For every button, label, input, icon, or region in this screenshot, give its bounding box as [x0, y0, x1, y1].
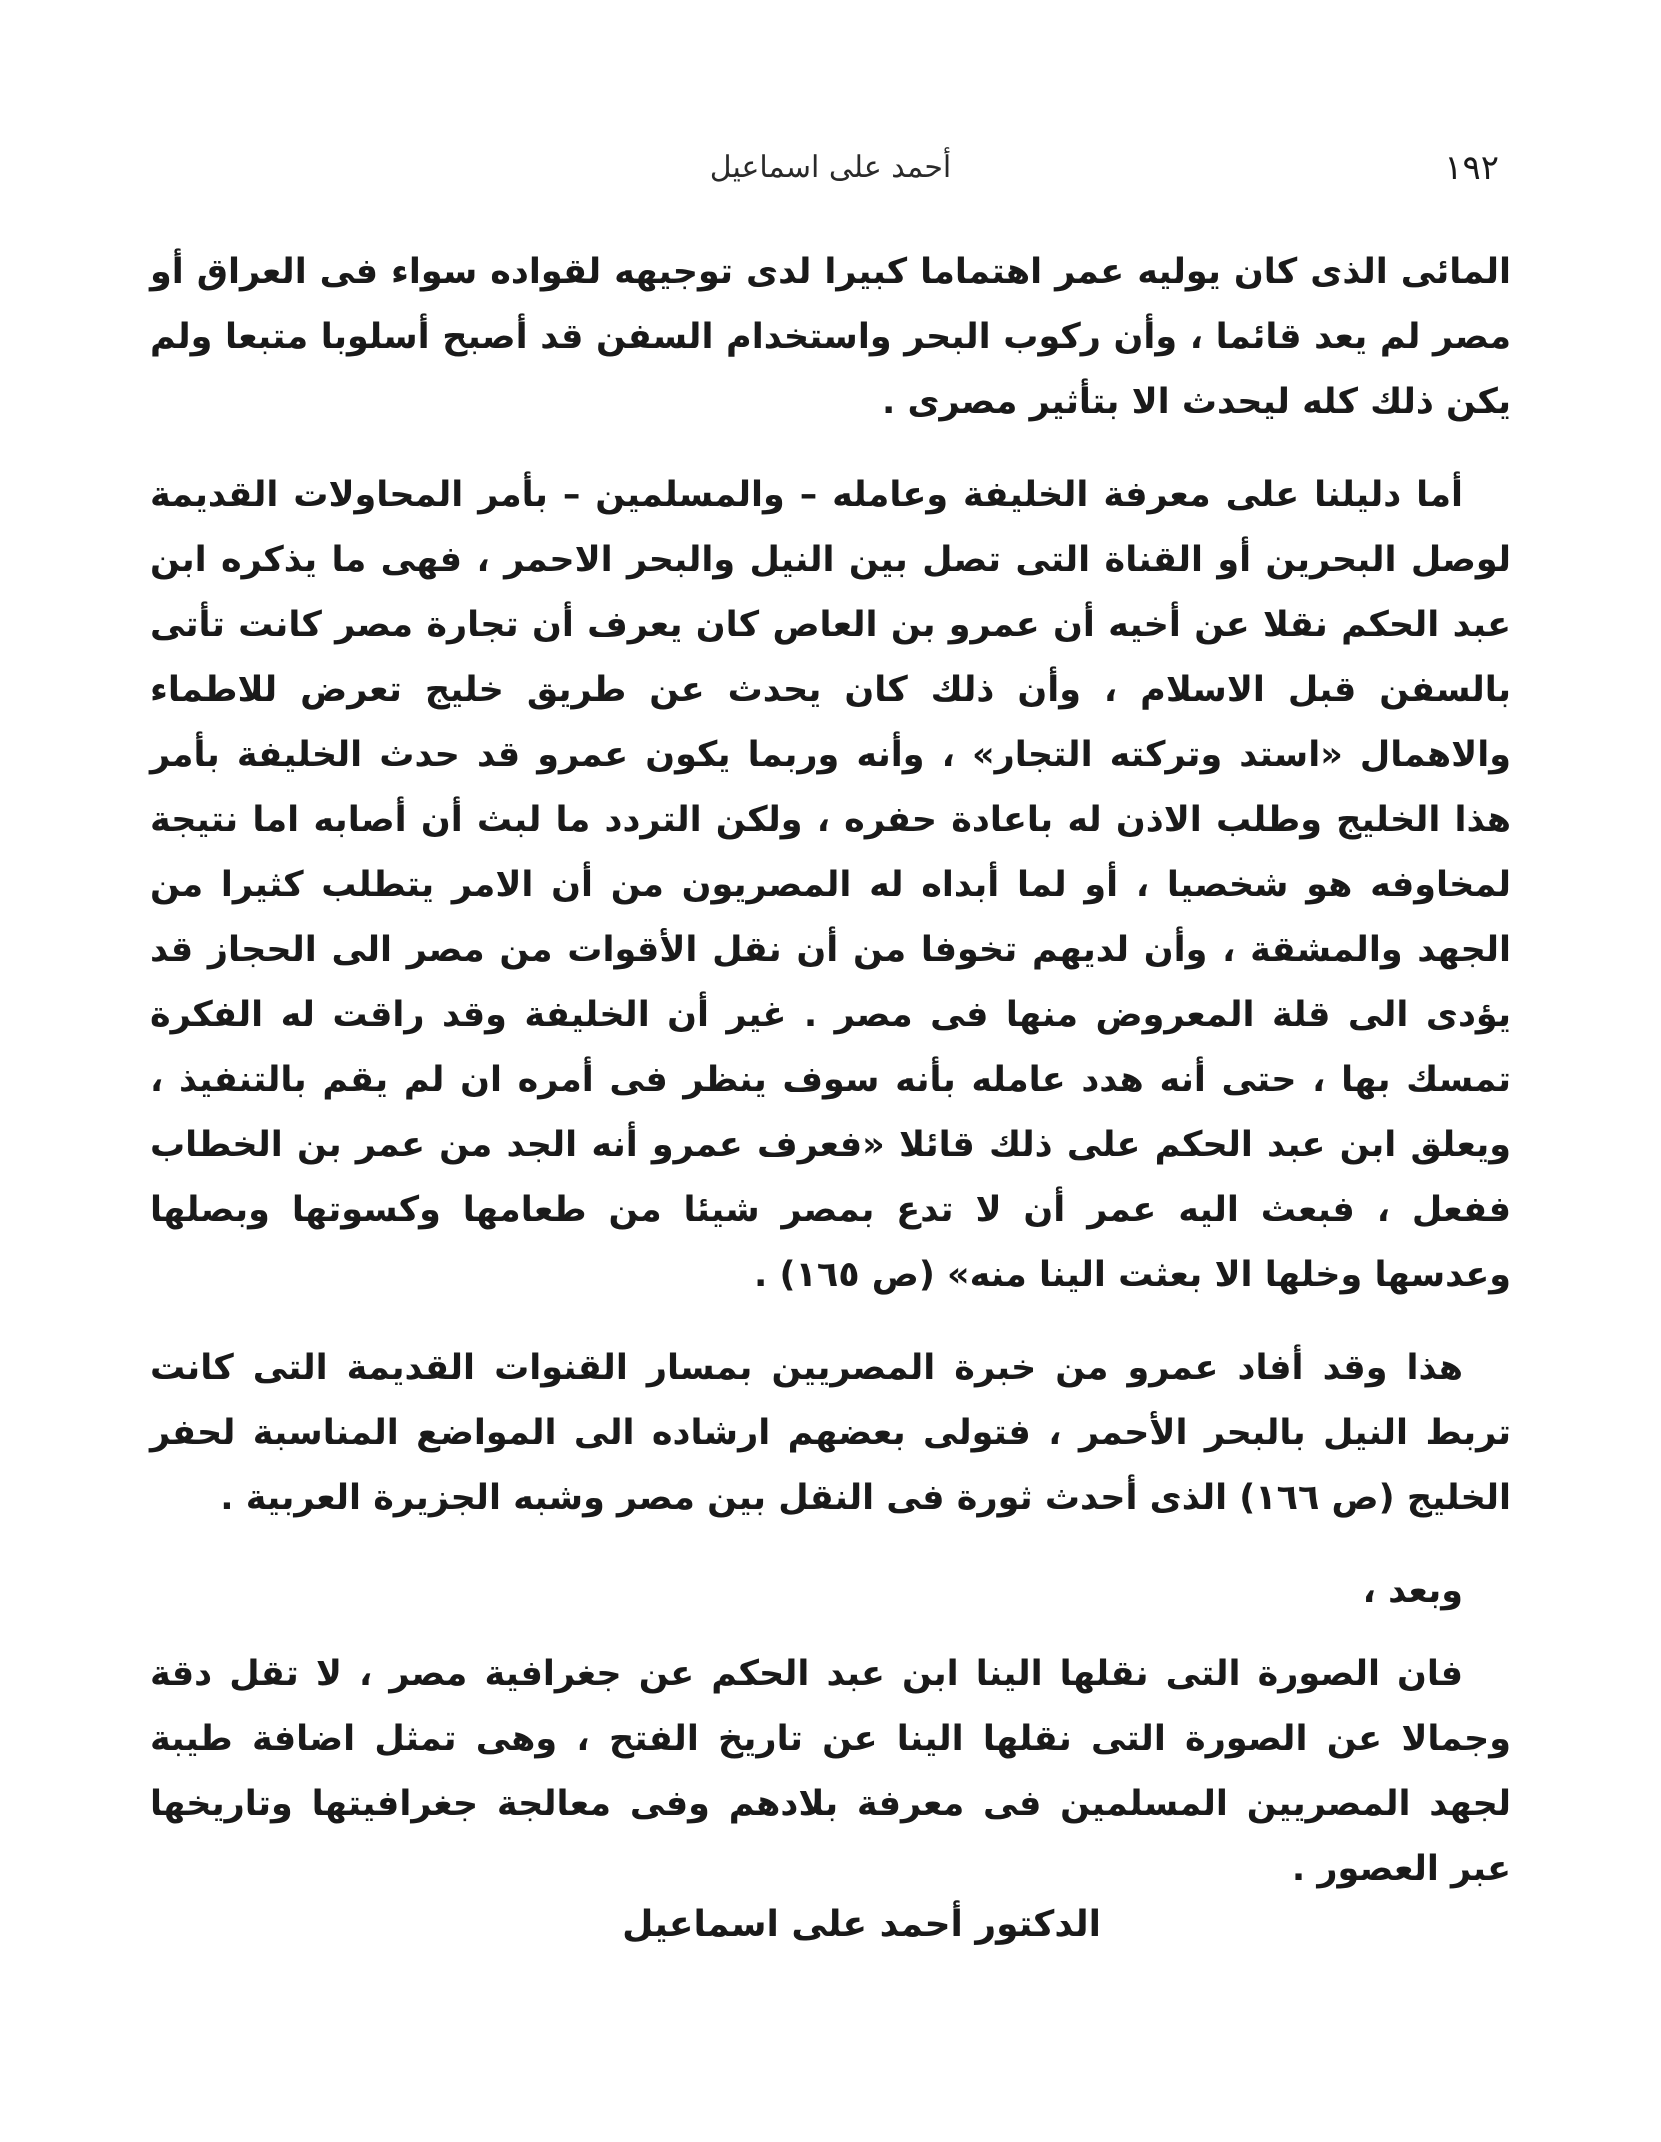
paragraph-3: هذا وقد أفاد عمرو من خبرة المصريين بمسار القنوات القديمة التى كانت تربط النيل بالبحر الأحمر ، فتولى بعضهم ارشاده الى المواضع المناسبة لحفر الخليج (ص ١٦٦) الذى أحدث ثورة فى النقل بين مصر وشبه الجزيرة العربية . — [150, 1348, 1511, 1518]
article-body — [150, 240, 1511, 1930]
paragraph-conclusion: فان الصورة التى نقلها الينا ابن عبد الحكم عن جغرافية مصر ، لا تقل دقة وجمالا عن الصورة التى نقلها الينا عن تاريخ الفتح ، وهى تمثل اضافة طيبة لجهد المصريين المسلمين فى معرفة بلادهم وفى معالجة جغرافيتها وتاريخها عبر العصور . — [150, 1654, 1511, 1889]
page-header — [150, 138, 1511, 198]
paragraph-2: أما دليلنا على معرفة الخليفة وعامله – والمسلمين – بأمر المحاولات القديمة لوصل البحرين أو القناة التى تصل بين النيل والبحر الاحمر ، فهى ما يذكره ابن عبد الحكم نقلا عن أخيه أن عمرو بن العاص كان يعرف أن تجارة مصر كانت تأتى بالسفن قبل الاسلام ، وأن ذلك كان يحدث عن طريق خليج تعرض للاطماء والاهمال «استد وتركته التجار» ، وأنه وربما يكون عمرو قد حدث الخليفة بأمر هذا الخليج وطلب الاذن له باعادة حفره ، ولكن التردد ما لبث أن أصابه اما نتيجة لمخاوفه هو شخصيا ، أو لما أبداه له المصريون من أن الامر يتطلب كثيرا من الجهد والمشقة ، وأن لديهم تخوفا من أن نقل الأقوات من مصر الى الحجاز قد يؤدى الى قلة المعروض منها فى مصر . غير أن الخليفة وقد راقت له الفكرة تمسك بها ، حتى أنه هدد عامله بأنه سوف ينظر فى أمره ان لم يقم بالتنفيذ ، ويعلق ابن عبد الحكم على ذلك قائلا «فعرف عمرو أنه الجد من عمر بن الخطاب ففعل ، فبعث اليه عمر أن لا تدع بمصر شيئا من طعامها وكسوتها وبصلها وعدسها وخلها الا بعثت الينا منه» (ص ١٦٥) . — [150, 475, 1511, 1295]
running-head-author: أحمد على اسماعيل — [709, 150, 952, 185]
author-signature: الدكتور أحمد على اسماعيل — [622, 1904, 1101, 1945]
paragraph-1: المائى الذى كان يوليه عمر اهتماما كبيرا لدى توجيهه لقواده سواء فى العراق أو مصر لم يعد قائما ، وأن ركوب البحر واستخدام السفن قد أصبح أسلوبا متبعا ولم يكن ذلك كله ليحدث الا بتأثير مصرى . — [150, 252, 1511, 422]
paragraph-transition: وبعد ، — [1362, 1571, 1463, 1611]
page-number: ١٩٢ — [1444, 148, 1499, 188]
